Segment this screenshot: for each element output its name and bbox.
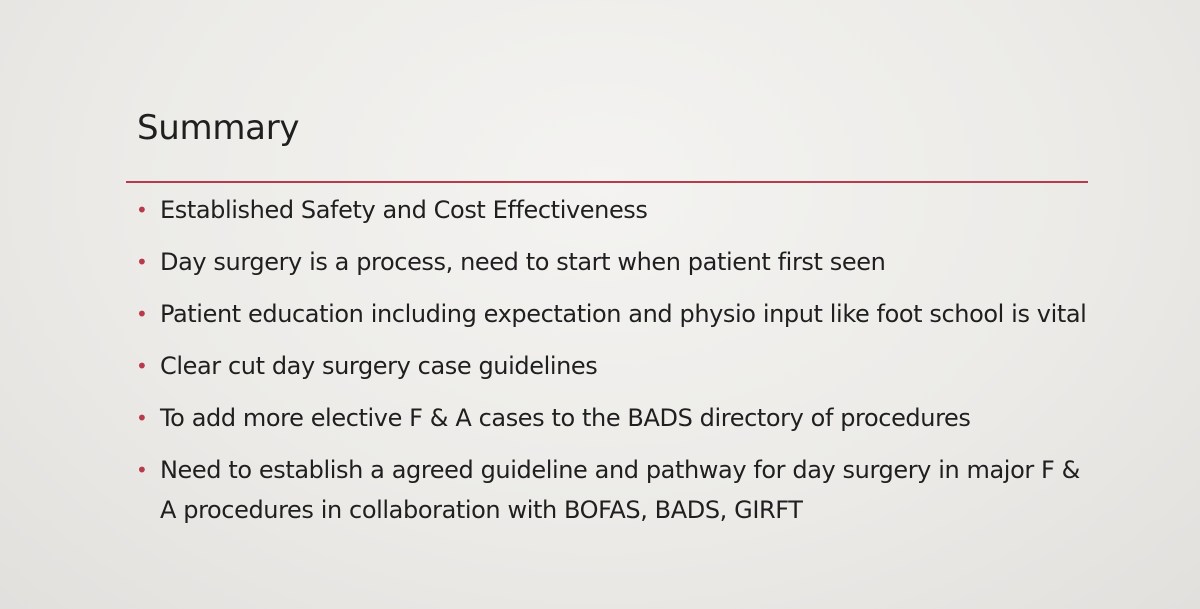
bullet-text: Patient education including expectation and physio input like foot school is vital bbox=[160, 300, 1087, 328]
bullet-text: To add more elective F & A cases to the BADS directory of procedures bbox=[160, 404, 971, 432]
bullet-list bbox=[136, 190, 1096, 542]
title-divider bbox=[126, 181, 1088, 183]
bullet-item bbox=[136, 190, 1096, 230]
bullet-item bbox=[136, 242, 1096, 282]
bullet-text: Established Safety and Cost Effectiveness bbox=[160, 196, 648, 224]
bullet-item bbox=[136, 346, 1096, 386]
bullet-dot-icon: • bbox=[136, 250, 148, 274]
slide-title: Summary bbox=[137, 108, 300, 148]
bullet-text: Need to establish a agreed guideline and pathway for day surgery in major F & A procedures in collaboration with BOFAS, BADS, GIRFT bbox=[160, 456, 1081, 524]
bullet-dot-icon: • bbox=[136, 302, 148, 326]
bullet-text: Day surgery is a process, need to start when patient first seen bbox=[160, 248, 886, 276]
bullet-dot-icon: • bbox=[136, 354, 148, 378]
bullet-item bbox=[136, 294, 1096, 334]
bullet-item bbox=[136, 450, 1096, 530]
bullet-text: Clear cut day surgery case guidelines bbox=[160, 352, 598, 380]
bullet-item bbox=[136, 398, 1096, 438]
bullet-dot-icon: • bbox=[136, 406, 148, 430]
bullet-dot-icon: • bbox=[136, 198, 148, 222]
bullet-dot-icon: • bbox=[136, 458, 148, 482]
